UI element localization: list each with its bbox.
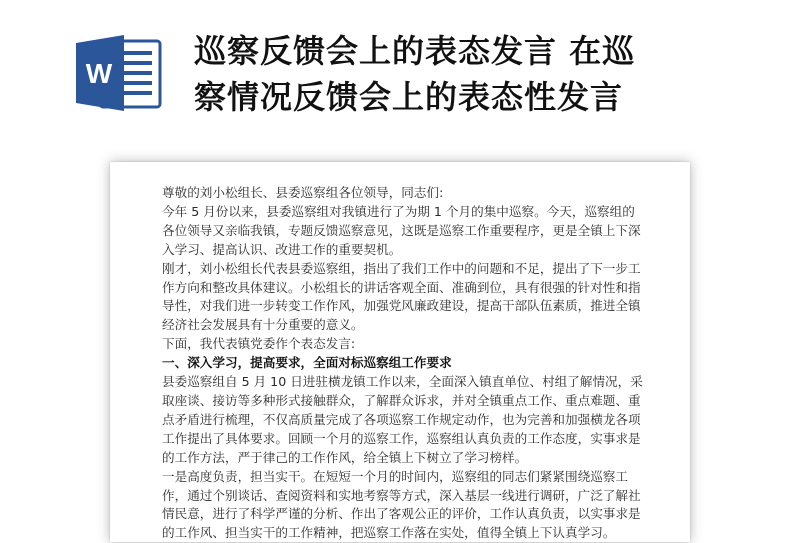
paragraph: 一是高度负责，担当实干。在短短一个月的时间内，巡察组的同志们紧紧围绕巡察工作，通过个别谈话、查阅资料和实地考察等方式，深入基层一线进行调研，广泛了解社情民意，进行了科学严谨的分析、作出了客观公正的评价，工作认真负责，以实事求是的工作风、担当实干的工作精神，把巡察工作落在实处，值得全镇上下认真学习。 [162, 468, 641, 541]
title-line-2: 察情况反馈会上的表态性发言 [194, 78, 624, 116]
paragraph: 刚才，刘小松组长代表县委巡察组，指出了我们工作中的问题和不足，提出了下一步工作方向和整改具体建议。小松组长的讲话客观全面、准确到位，具有很强的针对性和指导性，对我们进一步转变工作作风，加强党风廉政建设，提高干部队伍素质，推进全镇经济社会发展具有十分重要的意义。 [162, 260, 641, 333]
paragraph: 下面，我代表镇党委作个表态发言: [162, 336, 356, 352]
paragraph: 今年 5 月份以来，县委巡察组对我镇进行了为期 1 个月的集中巡察。今天，巡察组的各位领导又亲临我镇，专题反馈巡察意见，这既是巡察工作重要程序，更是全镇上下深入学习、提高认识、改进工作的重要契机。 [162, 203, 641, 257]
page-title [194, 28, 774, 120]
word-document-icon [72, 33, 164, 113]
section-heading: 一、深入学习，提高要求，全面对标巡察组工作要求 [162, 355, 452, 371]
title-line-1: 巡察反馈会上的表态发言 在巡 [194, 32, 636, 70]
word-icon-letter: W [85, 58, 113, 89]
document-body [162, 184, 646, 543]
paragraph: 尊敬的刘小松组长、县委巡察组各位领导，同志们: [162, 185, 444, 200]
paragraph: 县委巡察组自 5 月 10 日进驻横龙镇工作以来，全面深入镇直单位、村组了解情况，采取座谈、接访等多种形式接触群众，了解群众诉求，并对全镇重点工作、重点难题、重点矛盾进行梳理，不仅高质量完成了各项巡察工作规定动作，也为完善和加强横龙各项工作提出了具体要求。回顾一个月的巡察工作，巡察组认真负责的工作态度，实事求是的工作方法，严于律己的工作作风，给全镇上下树立了学习榜样。 [162, 374, 643, 465]
